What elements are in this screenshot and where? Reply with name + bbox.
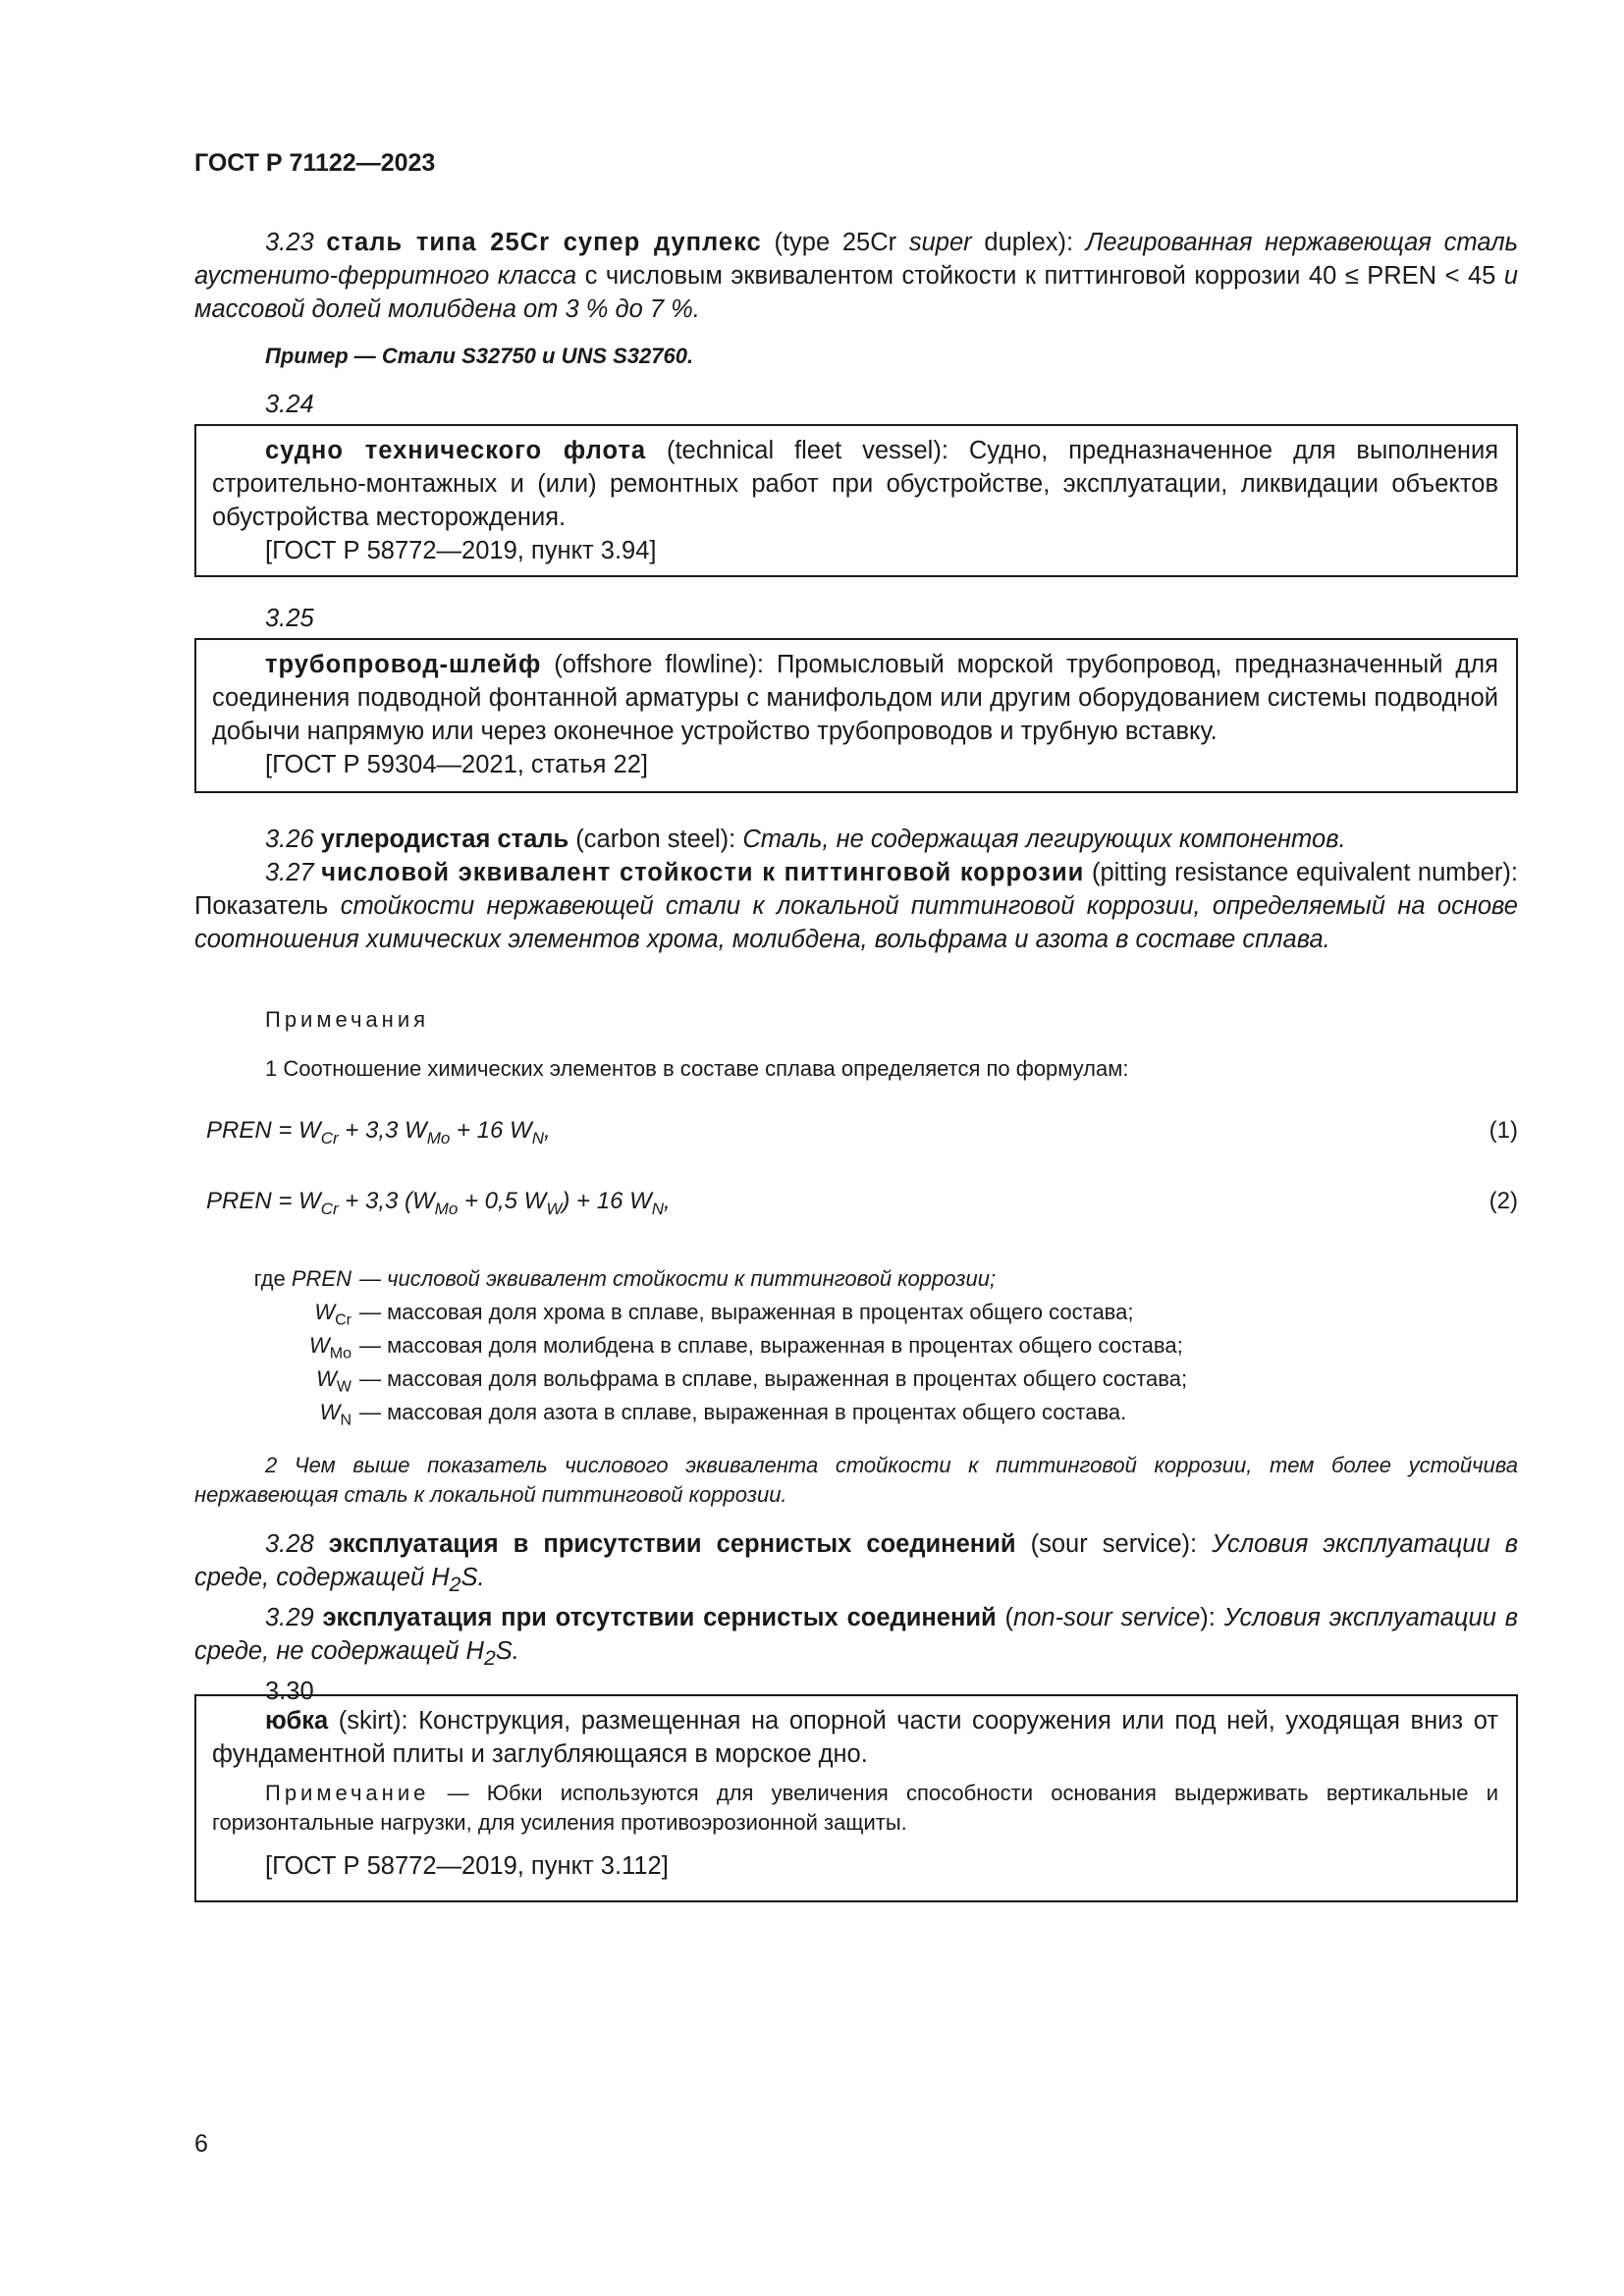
where-item-pren: где PREN — числовой эквивалент стойкости к питтинговой коррозии; (253, 1266, 997, 1291)
equation-number: (1) (1489, 1117, 1518, 1144)
where-item-n: $W_N$ — массовая доля азота в сплаве, выраженная в процентах общего состава. (319, 1400, 1127, 1429)
terms-3-28-3-29 (194, 1527, 1518, 1708)
term-name: трубопровод-шлейф (265, 651, 542, 678)
term-english: (non-sour service): (1004, 1604, 1216, 1632)
term-source: [ГОСТ Р 58772—2019, пункт 3.112] (265, 1852, 669, 1880)
term-definition: Сталь, не содержащая легирующих компонентов. (742, 826, 1346, 853)
note-2: 2 Чем выше показатель числового эквивалента стойкости к питтинговой коррозии, тем более устойчива нержавеющая сталь к локальной питтинговой коррозии. (194, 1453, 1518, 1507)
term-number: 3.29 (265, 1604, 314, 1632)
term-3-25-box (194, 638, 1518, 793)
where-list (194, 1262, 1518, 1429)
where-item-mo: $W_{Mo}$ — массовая доля молибдена в сплаве, выраженная в процентах общего состава; (309, 1333, 1183, 1362)
term-number: 3.25 (265, 605, 314, 632)
term-name: эксплуатация при отсутствии сернистых соединений (322, 1604, 997, 1632)
term-note: Примечание — Юбки используются для увеличения способности основания выдерживать вертикальные и горизонтальные нагрузки, для усиления противоэрозионной защиты. (212, 1781, 1498, 1835)
term-definition-italic: и массовой долей молибдена от 3 % до 7 %. (194, 262, 1519, 323)
term-number: 3.23 (265, 229, 314, 256)
term-definition: Условия эксплуатации в среде, не содержащей $H_2S$. (194, 1604, 1519, 1671)
term-definition-italic: стойкости нержавеющей стали к локальной питтинговой коррозии, определяемый на основе соотношения химических элементов хрома, молибдена, вольфрама и азота в составе сплава. (194, 892, 1518, 953)
term-english: (type 25Cr super duplex): (774, 229, 1074, 256)
equation-2: PREN = $W_{Cr} + 3,3$ ($W_{Mo} + 0,5$ $W_W) + 16$ $W_N$, (2) (206, 1188, 1518, 1218)
term-number: 3.26 (265, 826, 314, 853)
term-example: Пример — Стали S32750 и UNS S32760. (265, 344, 694, 368)
term-source: [ГОСТ Р 59304—2021, статья 22] (265, 751, 648, 778)
term-definition: Конструкция, размещенная на опорной части сооружения или под ней, уходящая вниз от фундаментной плиты и заглубляющаяся в морское дно. (212, 1707, 1498, 1768)
term-definition: Показатель (194, 892, 329, 920)
term-definition: Промысловый морской трубопровод, предназначенный для соединения подводной фонтанной арматуры с манифольдом или другим оборудованием системы подводной добычи напрямую или через оконечное устройство трубопроводов и трубную вставку. (212, 651, 1498, 745)
term-3-23 (194, 226, 1518, 326)
where-item-cr: $W_{Cr}$ — массовая доля хрома в сплаве, выраженная в процентах общего состава; (314, 1300, 1134, 1329)
term-english: (technical fleet vessel): (666, 437, 948, 464)
term-english: (skirt): (338, 1707, 408, 1735)
equation-1: PREN = $W_{Cr} + 3,3$ $W_{Mo} + 16$ $W_N$, (1) (206, 1117, 1518, 1148)
term-name: сталь типа 25Cr супер дуплекс (326, 229, 762, 256)
term-definition: Судно, предназначенное для выполнения строительно-монтажных и (или) ремонтных работ при обустройстве, эксплуатации, ликвидации объектов обустройства месторождения. (212, 437, 1499, 531)
term-name: судно технического флота (265, 437, 647, 464)
term-english: (pitting resistance equivalent number): (1091, 859, 1518, 886)
term-english: (offshore flowline): (554, 651, 764, 678)
term-name: числовой эквивалент стойкости к питтинговой коррозии (321, 859, 1085, 886)
term-3-24-box (194, 424, 1518, 577)
term-number: 3.24 (265, 391, 314, 418)
notes-title: Примечания (265, 1007, 430, 1032)
term-name: юбка (265, 1707, 329, 1735)
term-english: (carbon steel): (575, 826, 736, 853)
term-definition: с числовым эквивалентом стойкости к питтинговой коррозии 40 ≤ PREN < 45 (584, 262, 1496, 290)
terms-3-26-3-27 (194, 823, 1518, 956)
term-name: углеродистая сталь (320, 826, 569, 853)
term-number: 3.30 (265, 1678, 314, 1706)
term-definition: Условия эксплуатации в среде, содержащей $H_2S$. (194, 1530, 1518, 1597)
term-definition-italic: Легированная нержавеющая сталь аустенито-ферритного класса (194, 229, 1519, 290)
equation-number: (2) (1489, 1188, 1518, 1214)
term-name: эксплуатация в присутствии сернистых соединений (328, 1530, 1016, 1558)
page-number: 6 (194, 2130, 208, 2158)
note-1: 1 Соотношение химических элементов в составе сплава определяется по формулам: (265, 1056, 1129, 1081)
where-item-w: $W_W$ — массовая доля вольфрама в сплаве, выраженная в процентах общего состава; (316, 1366, 1188, 1396)
term-english: (sour service): (1030, 1530, 1198, 1558)
term-number: 3.27 (265, 859, 314, 886)
document-header: ГОСТ Р 71122—2023 (194, 149, 436, 177)
term-source: [ГОСТ Р 58772—2019, пункт 3.94] (265, 537, 657, 564)
term-number: 3.28 (265, 1530, 314, 1558)
term-3-30-box (194, 1694, 1518, 1902)
